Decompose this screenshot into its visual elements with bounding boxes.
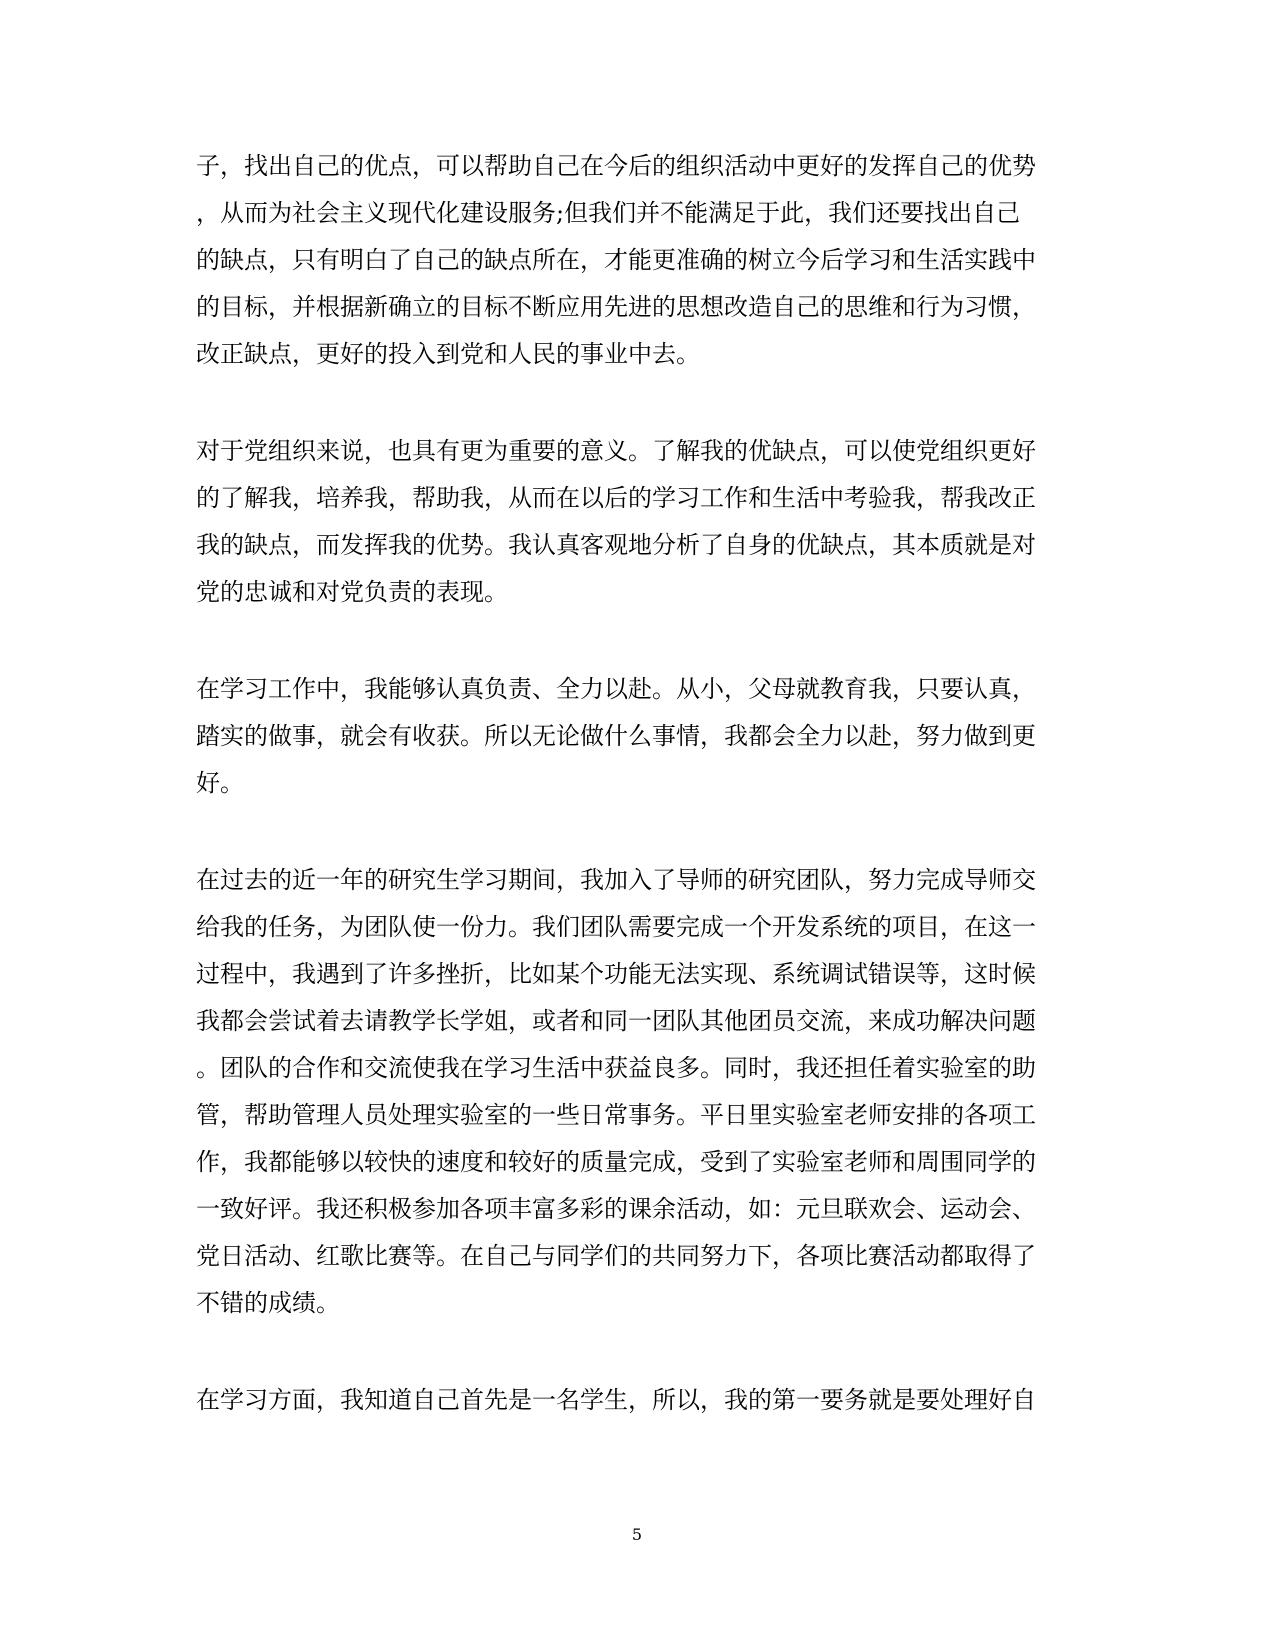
text-line: 的目标，并根据新确立的目标不断应用先进的思想改造自己的思维和行为习惯， bbox=[196, 293, 1036, 321]
text-line: 管，帮助管理人员处理实验室的一些日常事务。平日里实验室老师安排的各项工 bbox=[196, 1101, 1036, 1129]
text-line: 党的忠诚和对党负责的表现。 bbox=[196, 578, 508, 606]
text-line: 在学习方面，我知道自己首先是一名学生，所以，我的第一要务就是要处理好自 bbox=[196, 1386, 1036, 1414]
text-line: 一致好评。我还积极参加各项丰富多彩的课余活动，如：元旦联欢会、运动会、 bbox=[196, 1195, 1036, 1223]
text-line: 作，我都能够以较快的速度和较好的质量完成，受到了实验室老师和周围同学的 bbox=[196, 1148, 1036, 1176]
text-line: ，从而为社会主义现代化建设服务;但我们并不能满足于此，我们还要找出自己 bbox=[196, 199, 1021, 227]
text-line: 子，找出自己的优点，可以帮助自己在今后的组织活动中更好的发挥自己的优势 bbox=[196, 152, 1036, 180]
text-line: 在学习工作中，我能够认真负责、全力以赴。从小，父母就教育我，只要认真， bbox=[196, 675, 1036, 703]
text-line: 对于党组织来说，也具有更为重要的意义。了解我的优缺点，可以使党组织更好 bbox=[196, 437, 1036, 465]
text-line: 不错的成绩。 bbox=[196, 1289, 340, 1317]
page-number: 5 bbox=[631, 1525, 643, 1544]
text-line: 踏实的做事，就会有收获。所以无论做什么事情，我都会全力以赴，努力做到更 bbox=[196, 722, 1036, 750]
text-line: 党日活动、红歌比赛等。在自己与同学们的共同努力下，各项比赛活动都取得了 bbox=[196, 1242, 1036, 1270]
text-line: 改正缺点，更好的投入到党和人民的事业中去。 bbox=[196, 340, 700, 368]
text-line: 的缺点，只有明白了自己的缺点所在，才能更准确的树立今后学习和生活实践中 bbox=[196, 246, 1036, 274]
text-line: 好。 bbox=[196, 769, 244, 797]
text-line: 我都会尝试着去请教学长学姐，或者和同一团队其他团员交流，来成功解决问题 bbox=[196, 1007, 1036, 1035]
text-line: 的了解我，培养我，帮助我，从而在以后的学习工作和生活中考验我，帮我改正 bbox=[196, 484, 1036, 512]
text-line: 在过去的近一年的研究生学习期间，我加入了导师的研究团队，努力完成导师交 bbox=[196, 866, 1036, 894]
text-line: 过程中，我遇到了许多挫折，比如某个功能无法实现、系统调试错误等，这时候 bbox=[196, 960, 1036, 988]
text-line: 。团队的合作和交流使我在学习生活中获益良多。同时，我还担任着实验室的助 bbox=[196, 1054, 1036, 1082]
text-line: 给我的任务，为团队使一份力。我们团队需要完成一个开发系统的项目，在这一 bbox=[196, 913, 1036, 941]
text-line: 我的缺点，而发挥我的优势。我认真客观地分析了自身的优缺点，其本质就是对 bbox=[196, 531, 1036, 559]
